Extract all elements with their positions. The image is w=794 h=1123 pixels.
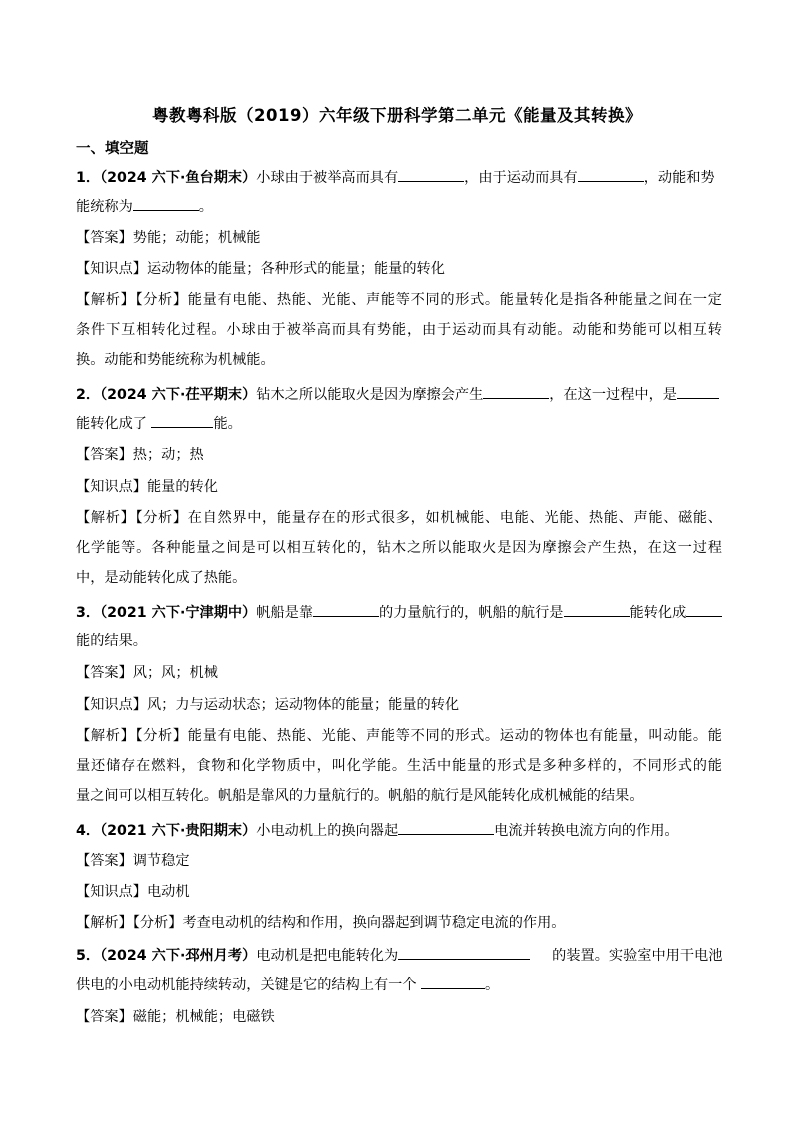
answer-blank[interactable] <box>151 413 213 428</box>
answer-line: 【答案】热；动；热 <box>76 447 204 463</box>
answer-blank[interactable] <box>398 945 530 960</box>
answer-text: 热；动；热 <box>132 447 204 463</box>
question-2-line-2: 能转化成了 能。 <box>76 413 722 434</box>
answer-text: 调节稳定 <box>132 853 190 869</box>
answer-blank[interactable] <box>313 602 379 617</box>
answer-blank[interactable] <box>578 167 644 182</box>
question-source: （2024 六下·邳州月考） <box>100 948 257 964</box>
section-heading: 一、填空题 <box>76 141 149 157</box>
analysis-line: 中，是动能转化成了热能。 <box>76 570 247 586</box>
knowledge-point-text: 能量的转化 <box>146 479 218 495</box>
analysis-line: 【解析】【分析】能量有电能、热能、光能、声能等不同的形式。能量转化是指各种能量之间在一定 <box>76 292 722 308</box>
question-3-line-2: 能的结果。 <box>76 633 147 649</box>
question-source: （2024 六下·鱼台期末） <box>100 170 257 186</box>
question-5-line-1: 5．（2024 六下·邳州月考）电动机是把电能转化为 的装置。实验室中用干电池 <box>76 945 722 966</box>
answer-blank[interactable] <box>677 384 719 399</box>
question-source: （2021 六下·宁津期中） <box>100 605 257 621</box>
question-number: 1． <box>76 170 101 186</box>
answer-text: 风；风；机械 <box>132 665 218 681</box>
knowledge-point-text: 电动机 <box>146 884 190 900</box>
knowledge-point-line: 【知识点】能量的转化 <box>76 479 218 495</box>
analysis-line: 量还储存在燃料，食物和化学物质中，叫化学能。生活中能量的形式是多种多样的，不同形式的能 <box>76 758 722 774</box>
knowledge-point-line: 【知识点】电动机 <box>76 884 190 900</box>
analysis-line: 换。动能和势能统称为机械能。 <box>76 352 275 368</box>
answer-line: 【答案】调节稳定 <box>76 853 190 869</box>
answer-line: 【答案】风；风；机械 <box>76 665 218 681</box>
answer-text: 磁能；机械能；电磁铁 <box>132 1009 275 1025</box>
question-5-line-2: 供电的小电动机能持续转动，关键是它的结构上有一个 。 <box>76 974 722 995</box>
question-1-line-2: 能统称为 。 <box>76 196 722 217</box>
question-2-line-1: 2．（2024 六下·茌平期末）钻木之所以能取火是因为摩擦会产生 ，在这一过程中，是 <box>76 384 722 405</box>
analysis-line: 【解析】【分析】在自然界中，能量存在的形式很多，如机械能、电能、光能、热能、声能、磁能、 <box>76 510 722 526</box>
question-source: （2021 六下·贵阳期末） <box>100 823 257 839</box>
question-number: 3． <box>76 605 101 621</box>
question-3-line-1: 3．（2021 六下·宁津期中）帆船是靠 的力量航行的，帆船的航行是 能转化成 <box>76 602 722 623</box>
answer-text: 势能；动能；机械能 <box>132 230 261 246</box>
answer-line: 【答案】势能；动能；机械能 <box>76 230 261 246</box>
question-1-line-1: 1．（2024 六下·鱼台期末）小球由于被举高而具有 ，由于运动而具有 ，动能和势 <box>76 167 722 188</box>
answer-blank[interactable] <box>564 602 630 617</box>
analysis-line: 【解析】【分析】能量有电能、热能、光能、声能等不同的形式。运动的物体也有能量，叫动能。能 <box>76 728 722 744</box>
analysis-line: 化学能等。各种能量之间是可以相互转化的，钻木之所以能取火是因为摩擦会产生热，在这一过程 <box>76 540 722 556</box>
analysis-line: 条件下互相转化过程。小球由于被举高而具有势能，由于运动而具有动能。动能和势能可以相互转 <box>76 322 722 338</box>
answer-blank[interactable] <box>686 602 722 617</box>
question-number: 4． <box>76 823 101 839</box>
question-number: 5． <box>76 948 101 964</box>
answer-line: 【答案】磁能；机械能；电磁铁 <box>76 1009 275 1025</box>
knowledge-point-line: 【知识点】运动物体的能量；各种形式的能量；能量的转化 <box>76 261 445 277</box>
knowledge-point-text: 运动物体的能量；各种形式的能量；能量的转化 <box>146 261 445 277</box>
answer-blank[interactable] <box>421 974 485 989</box>
document-title: 粤教粤科版（2019）六年级下册科学第二单元《能量及其转换》 <box>152 106 642 125</box>
answer-blank[interactable] <box>398 820 494 835</box>
answer-blank[interactable] <box>398 167 464 182</box>
answer-blank[interactable] <box>483 384 549 399</box>
knowledge-point-text: 风；力与运动状态；运动物体的能量；能量的转化 <box>146 697 460 713</box>
answer-blank[interactable] <box>133 196 199 211</box>
analysis-line: 量之间可以相互转化。帆船是靠风的力量航行的。帆船的航行是风能转化成机械能的结果。 <box>76 788 644 804</box>
knowledge-point-line: 【知识点】风；力与运动状态；运动物体的能量；能量的转化 <box>76 697 460 713</box>
question-number: 2． <box>76 387 101 403</box>
question-source: （2024 六下·茌平期末） <box>100 387 257 403</box>
analysis-line: 【解析】【分析】考查电动机的结构和作用，换向器起到调节稳定电流的作用。 <box>76 915 566 931</box>
question-4-line-1: 4．（2021 六下·贵阳期末）小电动机上的换向器起 电流并转换电流方向的作用。 <box>76 820 722 841</box>
